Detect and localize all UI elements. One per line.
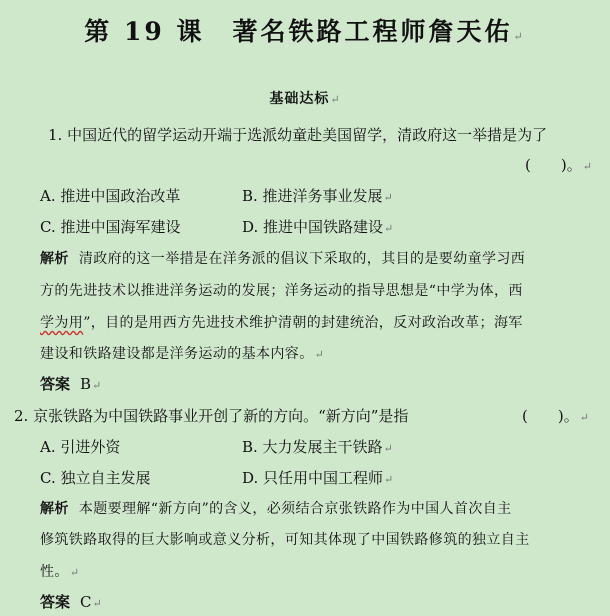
q2-stem: 2. 京张铁路为中国铁路事业开创了新的方向。“新方向”是指	[14, 407, 409, 425]
q1-analysis-line1: 解析 清政府的这一举措是在洋务派的倡议下采取的，其目的是要幼童学习西	[40, 251, 526, 267]
q1-answer-label: 答案	[40, 375, 71, 393]
q2-answer-label: 答案	[40, 593, 71, 611]
q2-option-d: D. 只任用中国工程师↵	[242, 469, 394, 487]
q1-analysis-label: 解析	[40, 251, 69, 267]
lesson-title: 第 19 课 著名铁路工程师詹天佑↵	[84, 17, 526, 46]
section-heading: 基础达标↵	[269, 91, 341, 107]
q1-option-d: D. 推进中国铁路建设↵	[242, 218, 394, 236]
q2-answer-value: C	[80, 593, 92, 611]
q1-stem-line1: 1. 中国近代的留学运动开端于选派幼童赴美国留学，清政府这一举措是为了	[48, 126, 548, 144]
q2-option-b: B. 大力发展主干铁路↵	[242, 438, 393, 456]
q2-analysis-line2: 修筑铁路取得的巨大影响或意义分析，可知其体现了中国铁路修筑的独立自主	[40, 532, 530, 548]
q2-option-a: A. 引进外资	[40, 438, 121, 456]
q2-analysis-label: 解析	[40, 501, 69, 517]
q1-analysis-line4: 建设和铁路建设都是洋务运动的基本内容。↵	[40, 346, 325, 362]
q2-option-c: C. 独立自主发展	[40, 469, 151, 487]
q1-answer: 答案 B↵	[40, 375, 102, 393]
q2-answer-paren: ( )。↵	[522, 407, 589, 425]
q2-analysis-line3: 性。↵	[40, 564, 80, 580]
q1-answer-value: B	[80, 375, 92, 393]
q1-option-a: A. 推进中国政治改革	[40, 187, 181, 205]
q1-answer-paren: ( )。↵	[525, 156, 592, 174]
q1-option-c: C. 推进中国海军建设	[40, 218, 181, 236]
q1-option-b: B. 推进洋务事业发展↵	[242, 187, 393, 205]
q2-answer: 答案 C↵	[40, 593, 102, 611]
q1-analysis-line2: 方的先进技术以推进洋务运动的发展；洋务运动的指导思想是“中学为体，西	[40, 283, 523, 299]
q1-analysis-line3: 学为用”，目的是用西方先进技术维护清朝的封建统治，反对政治改革；海军	[40, 315, 523, 331]
q2-analysis-line1: 解析 本题要理解“新方向”的含义，必须结合京张铁路作为中国人首次自主	[40, 501, 512, 517]
